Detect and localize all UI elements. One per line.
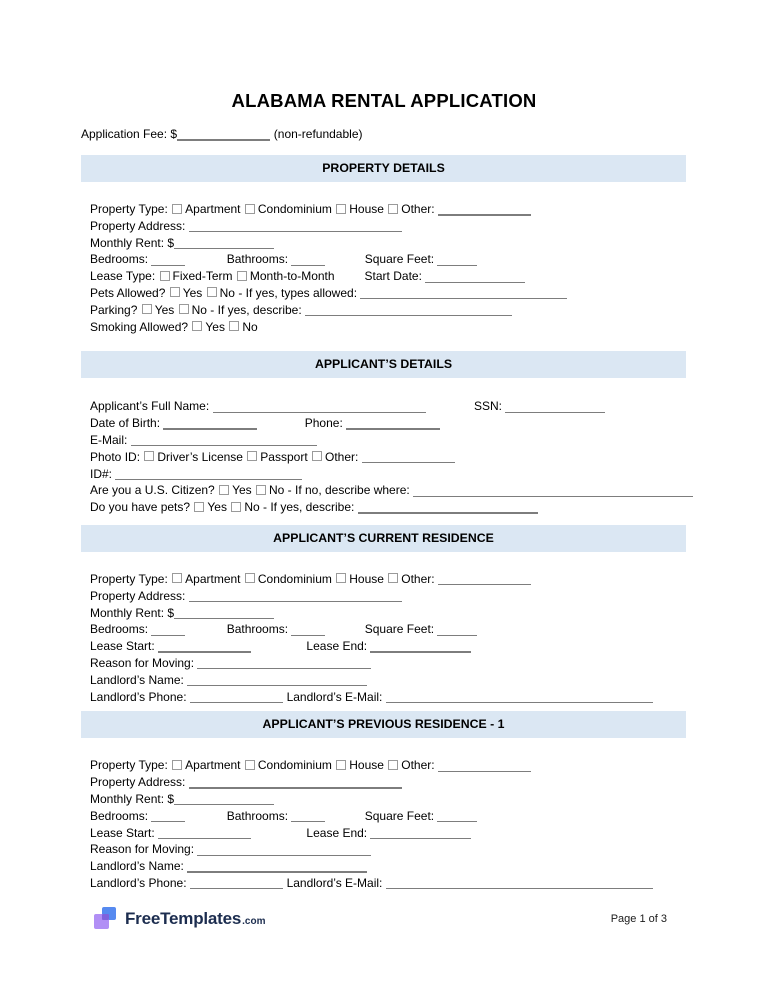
field-label: Other:: [325, 449, 362, 464]
fill-blank[interactable]: [291, 821, 324, 822]
field-label: Property Type:: [90, 202, 172, 216]
field-label: Do you have pets?: [90, 500, 194, 515]
fill-blank[interactable]: [305, 315, 512, 316]
fill-blank[interactable]: [346, 428, 439, 429]
fill-blank[interactable]: [174, 618, 274, 619]
fill-blank[interactable]: [189, 787, 402, 788]
form-line: [81, 126, 686, 143]
page-title: ALABAMA RENTAL APPLICATION: [231, 90, 537, 111]
checkbox[interactable]: [245, 760, 255, 770]
checkbox[interactable]: [245, 573, 255, 583]
field-label: Apartment: [185, 758, 244, 773]
form-line: [90, 571, 686, 588]
spacer: [251, 836, 306, 837]
field-label: Parking?: [90, 302, 141, 317]
field-label: Landlord’s Phone:: [90, 875, 190, 890]
page-number: Page 1 of 3: [610, 912, 667, 925]
spacer: [335, 279, 365, 280]
fill-blank[interactable]: [158, 838, 251, 839]
field-label: Are you a U.S. Citizen?: [90, 483, 219, 498]
fill-blank[interactable]: [291, 635, 324, 636]
field-label: Apartment: [185, 202, 244, 216]
field-label: Photo ID:: [90, 449, 144, 464]
form-content: [81, 126, 686, 892]
field-label: Square Feet:: [364, 808, 438, 823]
field-label: Smoking Allowed?: [90, 319, 192, 334]
checkbox[interactable]: [142, 304, 152, 314]
form-line: [90, 482, 686, 499]
field-label: Other:: [401, 571, 438, 586]
field-label: Monthly Rent: $: [90, 791, 175, 806]
checkbox[interactable]: [172, 573, 182, 583]
checkbox[interactable]: [336, 760, 346, 770]
fill-blank[interactable]: [438, 771, 531, 772]
fill-blank[interactable]: [174, 804, 274, 805]
fill-blank[interactable]: [187, 685, 367, 686]
field-label: Yes: [182, 285, 206, 300]
field-label: Reason for Moving:: [90, 655, 198, 670]
field-label: Other:: [401, 758, 438, 773]
field-label: Bedrooms:: [90, 252, 152, 267]
fill-blank[interactable]: [131, 445, 318, 446]
form-line: [90, 638, 686, 655]
field-label: Lease Start:: [90, 639, 159, 654]
brand-text: [125, 909, 265, 929]
fill-blank[interactable]: [174, 248, 274, 249]
field-label: Landlord’s Name:: [90, 672, 188, 687]
field-label: Yes: [205, 319, 229, 334]
checkbox[interactable]: [237, 271, 247, 281]
field-label: Lease End:: [306, 639, 371, 654]
field-label: Landlord’s Phone:: [90, 689, 190, 704]
field-label: E-Mail:: [90, 432, 131, 447]
field-label: Month-to-Month: [249, 269, 335, 284]
fill-blank[interactable]: [151, 821, 184, 822]
form-line: [90, 825, 686, 842]
checkbox[interactable]: [245, 204, 255, 214]
fill-blank[interactable]: [438, 584, 531, 585]
fill-blank[interactable]: [115, 479, 302, 480]
field-label: No - If yes, describe:: [244, 500, 358, 515]
form-line: [90, 808, 686, 825]
fill-blank[interactable]: [197, 855, 370, 856]
checkbox[interactable]: [388, 573, 398, 583]
fill-blank[interactable]: [438, 214, 531, 215]
section-header: APPLICANT’S PREVIOUS RESIDENCE - 1: [81, 711, 686, 738]
section-header: APPLICANT’S DETAILS: [81, 351, 686, 378]
field-label: Landlord’s Name:: [90, 859, 188, 874]
checkbox[interactable]: [388, 760, 398, 770]
checkbox[interactable]: [256, 485, 266, 495]
fill-blank[interactable]: [187, 871, 367, 872]
field-label: Lease Type:: [90, 269, 159, 284]
spacer: [325, 262, 365, 263]
fill-blank[interactable]: [358, 512, 538, 513]
brand-name: FreeTemplates: [125, 908, 242, 928]
fill-blank[interactable]: [437, 821, 477, 822]
field-label: Date of Birth:: [90, 416, 164, 431]
section-body: [81, 552, 686, 705]
field-label: House: [349, 202, 388, 216]
form-line: [90, 398, 686, 415]
form-line: [90, 466, 686, 483]
fill-blank[interactable]: [291, 265, 324, 266]
field-label: No - If no, describe where:: [268, 483, 414, 498]
field-label: Property Address:: [90, 218, 189, 233]
field-label: Bathrooms:: [226, 622, 292, 637]
checkbox[interactable]: [194, 502, 204, 512]
form-line: [90, 251, 686, 268]
fill-blank[interactable]: [177, 139, 270, 140]
field-label: No - If yes, types allowed:: [219, 285, 361, 300]
field-label: Passport: [260, 449, 311, 464]
fill-blank[interactable]: [197, 668, 370, 669]
brand-suffix: .com: [242, 915, 266, 927]
field-label: SSN:: [473, 399, 506, 414]
page-footer: [94, 905, 667, 932]
field-label: Monthly Rent: $: [90, 235, 175, 250]
form-line: [90, 449, 686, 466]
freetemplates-logo-icon: [94, 905, 118, 932]
checkbox[interactable]: [312, 451, 322, 461]
field-label: Reason for Moving:: [90, 842, 198, 857]
spacer: [325, 819, 365, 820]
field-label: Monthly Rent: $: [90, 605, 175, 620]
field-label: (non-refundable): [270, 127, 363, 141]
field-label: ID#:: [90, 466, 116, 481]
checkbox[interactable]: [172, 760, 182, 770]
fill-blank[interactable]: [370, 838, 470, 839]
field-label: Condominium: [257, 202, 336, 216]
field-label: Property Type:: [90, 571, 172, 586]
form-line: [90, 415, 686, 432]
fill-blank[interactable]: [505, 412, 605, 413]
fill-blank[interactable]: [437, 265, 477, 266]
spacer: [185, 819, 227, 820]
fill-blank[interactable]: [437, 635, 477, 636]
field-label: Application Fee: $: [81, 127, 178, 141]
fill-blank[interactable]: [151, 635, 184, 636]
field-label: House: [349, 571, 388, 586]
spacer: [325, 632, 365, 633]
field-label: Property Type:: [90, 758, 172, 773]
field-label: Start Date:: [364, 269, 426, 284]
checkbox[interactable]: [336, 204, 346, 214]
field-label: Bedrooms:: [90, 808, 152, 823]
field-label: Square Feet:: [364, 622, 438, 637]
form-line: [90, 672, 686, 689]
field-label: House: [349, 758, 388, 773]
field-label: Square Feet:: [364, 252, 438, 267]
checkbox[interactable]: [170, 287, 180, 297]
application-fee-line: [81, 126, 686, 143]
form-line: [90, 655, 686, 672]
fill-blank[interactable]: [386, 702, 653, 703]
section-header: APPLICANT’S CURRENT RESIDENCE: [81, 525, 686, 552]
checkbox[interactable]: [388, 204, 398, 214]
section-applicants-details: [81, 351, 686, 516]
field-label: Fixed-Term: [172, 269, 236, 284]
form-line: [90, 841, 686, 858]
fill-blank[interactable]: [370, 651, 470, 652]
field-label: Bathrooms:: [226, 808, 292, 823]
spacer: [185, 262, 227, 263]
section-body: [81, 182, 686, 335]
field-label: Condominium: [257, 758, 336, 773]
form-line: [90, 268, 686, 285]
fill-blank[interactable]: [425, 282, 525, 283]
form-line: [90, 302, 686, 319]
fill-blank[interactable]: [189, 231, 402, 232]
spacer: [426, 409, 474, 410]
field-label: Condominium: [257, 571, 336, 586]
field-label: Apartment: [185, 571, 244, 586]
section-applicants-previous-residence-1: [81, 711, 686, 891]
form-line: [90, 774, 686, 791]
logo-overlap-square: [102, 914, 109, 920]
field-label: Lease End:: [306, 825, 371, 840]
fill-blank[interactable]: [163, 428, 256, 429]
fill-blank[interactable]: [190, 888, 283, 889]
fill-blank[interactable]: [190, 702, 283, 703]
section-header: PROPERTY DETAILS: [81, 155, 686, 182]
form-line: [90, 319, 686, 336]
form-line: [90, 235, 686, 252]
section-property-details: [81, 155, 686, 335]
checkbox[interactable]: [192, 321, 202, 331]
field-label: Applicant’s Full Name:: [90, 399, 213, 414]
field-label: Landlord’s E-Mail:: [283, 689, 386, 704]
field-label: Driver’s License: [157, 449, 247, 464]
checkbox[interactable]: [229, 321, 239, 331]
checkbox[interactable]: [247, 451, 257, 461]
field-label: No - If yes, describe:: [191, 302, 305, 317]
fill-blank[interactable]: [413, 496, 693, 497]
fill-blank[interactable]: [189, 601, 402, 602]
fill-blank[interactable]: [158, 651, 251, 652]
field-label: No: [242, 319, 258, 334]
field-label: Bathrooms:: [226, 252, 292, 267]
form-line: [90, 588, 686, 605]
spacer: [257, 426, 305, 427]
checkbox[interactable]: [144, 451, 154, 461]
fill-blank[interactable]: [360, 298, 567, 299]
checkbox[interactable]: [172, 204, 182, 214]
field-label: Lease Start:: [90, 825, 159, 840]
form-line: [90, 757, 686, 774]
field-label: Bedrooms:: [90, 622, 152, 637]
field-label: Yes: [232, 483, 255, 498]
form-line: [90, 875, 686, 892]
fill-blank[interactable]: [362, 462, 455, 463]
fill-blank[interactable]: [386, 888, 653, 889]
form-line: [90, 285, 686, 302]
form-line: [90, 499, 686, 516]
checkbox[interactable]: [207, 287, 217, 297]
section-body: [81, 378, 686, 516]
form-line: [90, 621, 686, 638]
field-label: Phone:: [304, 416, 347, 431]
spacer: [185, 632, 227, 633]
checkbox[interactable]: [179, 304, 189, 314]
form-line: [90, 432, 686, 449]
freetemplates-logo: [94, 905, 265, 932]
section-body: [81, 738, 686, 891]
field-label: Yes: [154, 302, 178, 317]
fill-blank[interactable]: [151, 265, 184, 266]
form-line: [90, 218, 686, 235]
field-label: Yes: [207, 500, 231, 515]
spacer: [251, 649, 306, 650]
checkbox[interactable]: [336, 573, 346, 583]
form-line: [90, 791, 686, 808]
field-label: Property Address:: [90, 775, 189, 790]
form-line: [90, 858, 686, 875]
field-label: Property Address:: [90, 588, 189, 603]
checkbox[interactable]: [160, 271, 170, 281]
field-label: Other:: [401, 202, 438, 216]
form-line: [90, 689, 686, 706]
section-applicants-current-residence: [81, 525, 686, 705]
checkbox[interactable]: [219, 485, 229, 495]
field-label: Landlord’s E-Mail:: [283, 875, 386, 890]
form-line: [90, 201, 686, 218]
form-line: [90, 605, 686, 622]
field-label: Pets Allowed?: [90, 285, 169, 300]
checkbox[interactable]: [231, 502, 241, 512]
fill-blank[interactable]: [213, 412, 426, 413]
